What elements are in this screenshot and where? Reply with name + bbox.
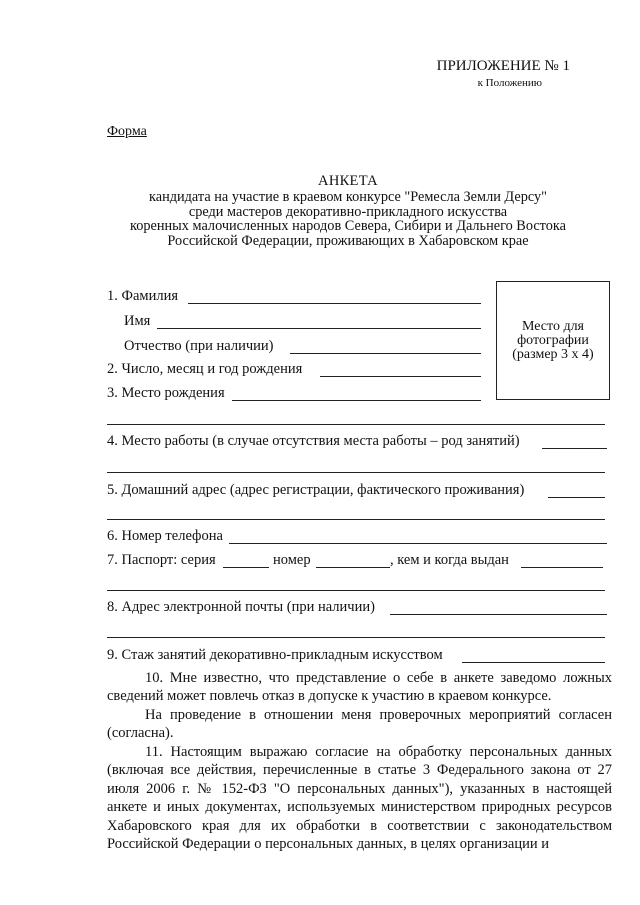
- photo-text-line: фотографии: [517, 332, 589, 348]
- experience-field[interactable]: [462, 662, 605, 663]
- passport-issued-label: , кем и когда выдан: [390, 552, 509, 568]
- document-title: АНКЕТА: [318, 173, 378, 189]
- subtitle-line: среди мастеров декоративно-прикладного искусства: [188, 203, 508, 220]
- passport-series-field[interactable]: [223, 567, 269, 568]
- document-subtitle: [0, 190, 640, 248]
- subtitle-line: Российской Федерации, проживающих в Хабаровском крае: [167, 232, 529, 249]
- passport-issued-field-line2[interactable]: [107, 590, 605, 591]
- appendix-number: ПРИЛОЖЕНИЕ № 1: [436, 58, 570, 74]
- name-label: Имя: [124, 313, 151, 329]
- patronymic-field[interactable]: [290, 353, 481, 354]
- paragraph-11: 11. Настоящим выражаю согласие на обработку персональных данных (включая все действия, перечисленные в статье 3 Федерального закона от 27 июля 2006 г. № 152-ФЗ "О персональных данных"), указанных в настоящей анкете и иных документах, используемых министерством природных ресурсов Хабаровского края для их обработки в соответствии с законодательством Российской Федерации о персональных данных, в целях организации и: [107, 744, 612, 853]
- surname-field[interactable]: [188, 303, 481, 304]
- address-label: 5. Домашний адрес (адрес регистрации, фактического проживания): [107, 482, 525, 498]
- address-field[interactable]: [548, 497, 605, 498]
- email-field-line2[interactable]: [107, 637, 605, 638]
- phone-label: 6. Номер телефона: [107, 528, 223, 544]
- surname-label: 1. Фамилия: [107, 288, 178, 304]
- phone-field[interactable]: [229, 543, 607, 544]
- paragraph-10: 10. Мне известно, что представление о себе в анкете заведомо ложных сведений может повлечь отказ в допуске к участию в краевом конкурсе.: [107, 670, 612, 705]
- birthplace-field-line2[interactable]: [107, 424, 605, 425]
- subtitle-line: кандидата на участие в краевом конкурсе "Ремесла Земли Дерсу": [149, 189, 547, 205]
- work-field-line2[interactable]: [107, 472, 605, 473]
- work-field[interactable]: [542, 448, 607, 449]
- passport-series-label: 7. Паспорт: серия: [107, 552, 216, 568]
- passport-issued-field[interactable]: [521, 567, 603, 568]
- subtitle-line: коренных малочисленных народов Севера, Сибири и Дальнего Востока: [130, 218, 566, 234]
- passport-number-label: номер: [273, 552, 311, 568]
- form-label: Форма: [107, 124, 147, 139]
- birthdate-field[interactable]: [320, 376, 481, 377]
- birthplace-label: 3. Место рождения: [107, 385, 225, 401]
- photo-placeholder: [496, 281, 610, 400]
- paragraph-10-consent: На проведение в отношении меня проверочных мероприятий согласен (согласна).: [107, 707, 612, 742]
- patronymic-label: Отчество (при наличии): [124, 338, 274, 354]
- appendix-subtitle: к Положению: [477, 77, 542, 89]
- photo-text-line: (размер 3 х 4): [512, 346, 594, 362]
- email-label: 8. Адрес электронной почты (при наличии): [107, 599, 375, 615]
- email-field[interactable]: [390, 614, 607, 615]
- passport-number-field[interactable]: [316, 567, 390, 568]
- name-field[interactable]: [157, 328, 481, 329]
- birthplace-field[interactable]: [232, 400, 481, 401]
- birthdate-label: 2. Число, месяц и год рождения: [107, 361, 303, 377]
- address-field-line2[interactable]: [107, 519, 605, 520]
- experience-label: 9. Стаж занятий декоративно-прикладным искусством: [107, 647, 443, 663]
- photo-text-line: Место для: [521, 318, 584, 334]
- work-label: 4. Место работы (в случае отсутствия места работы – род занятий): [107, 433, 520, 449]
